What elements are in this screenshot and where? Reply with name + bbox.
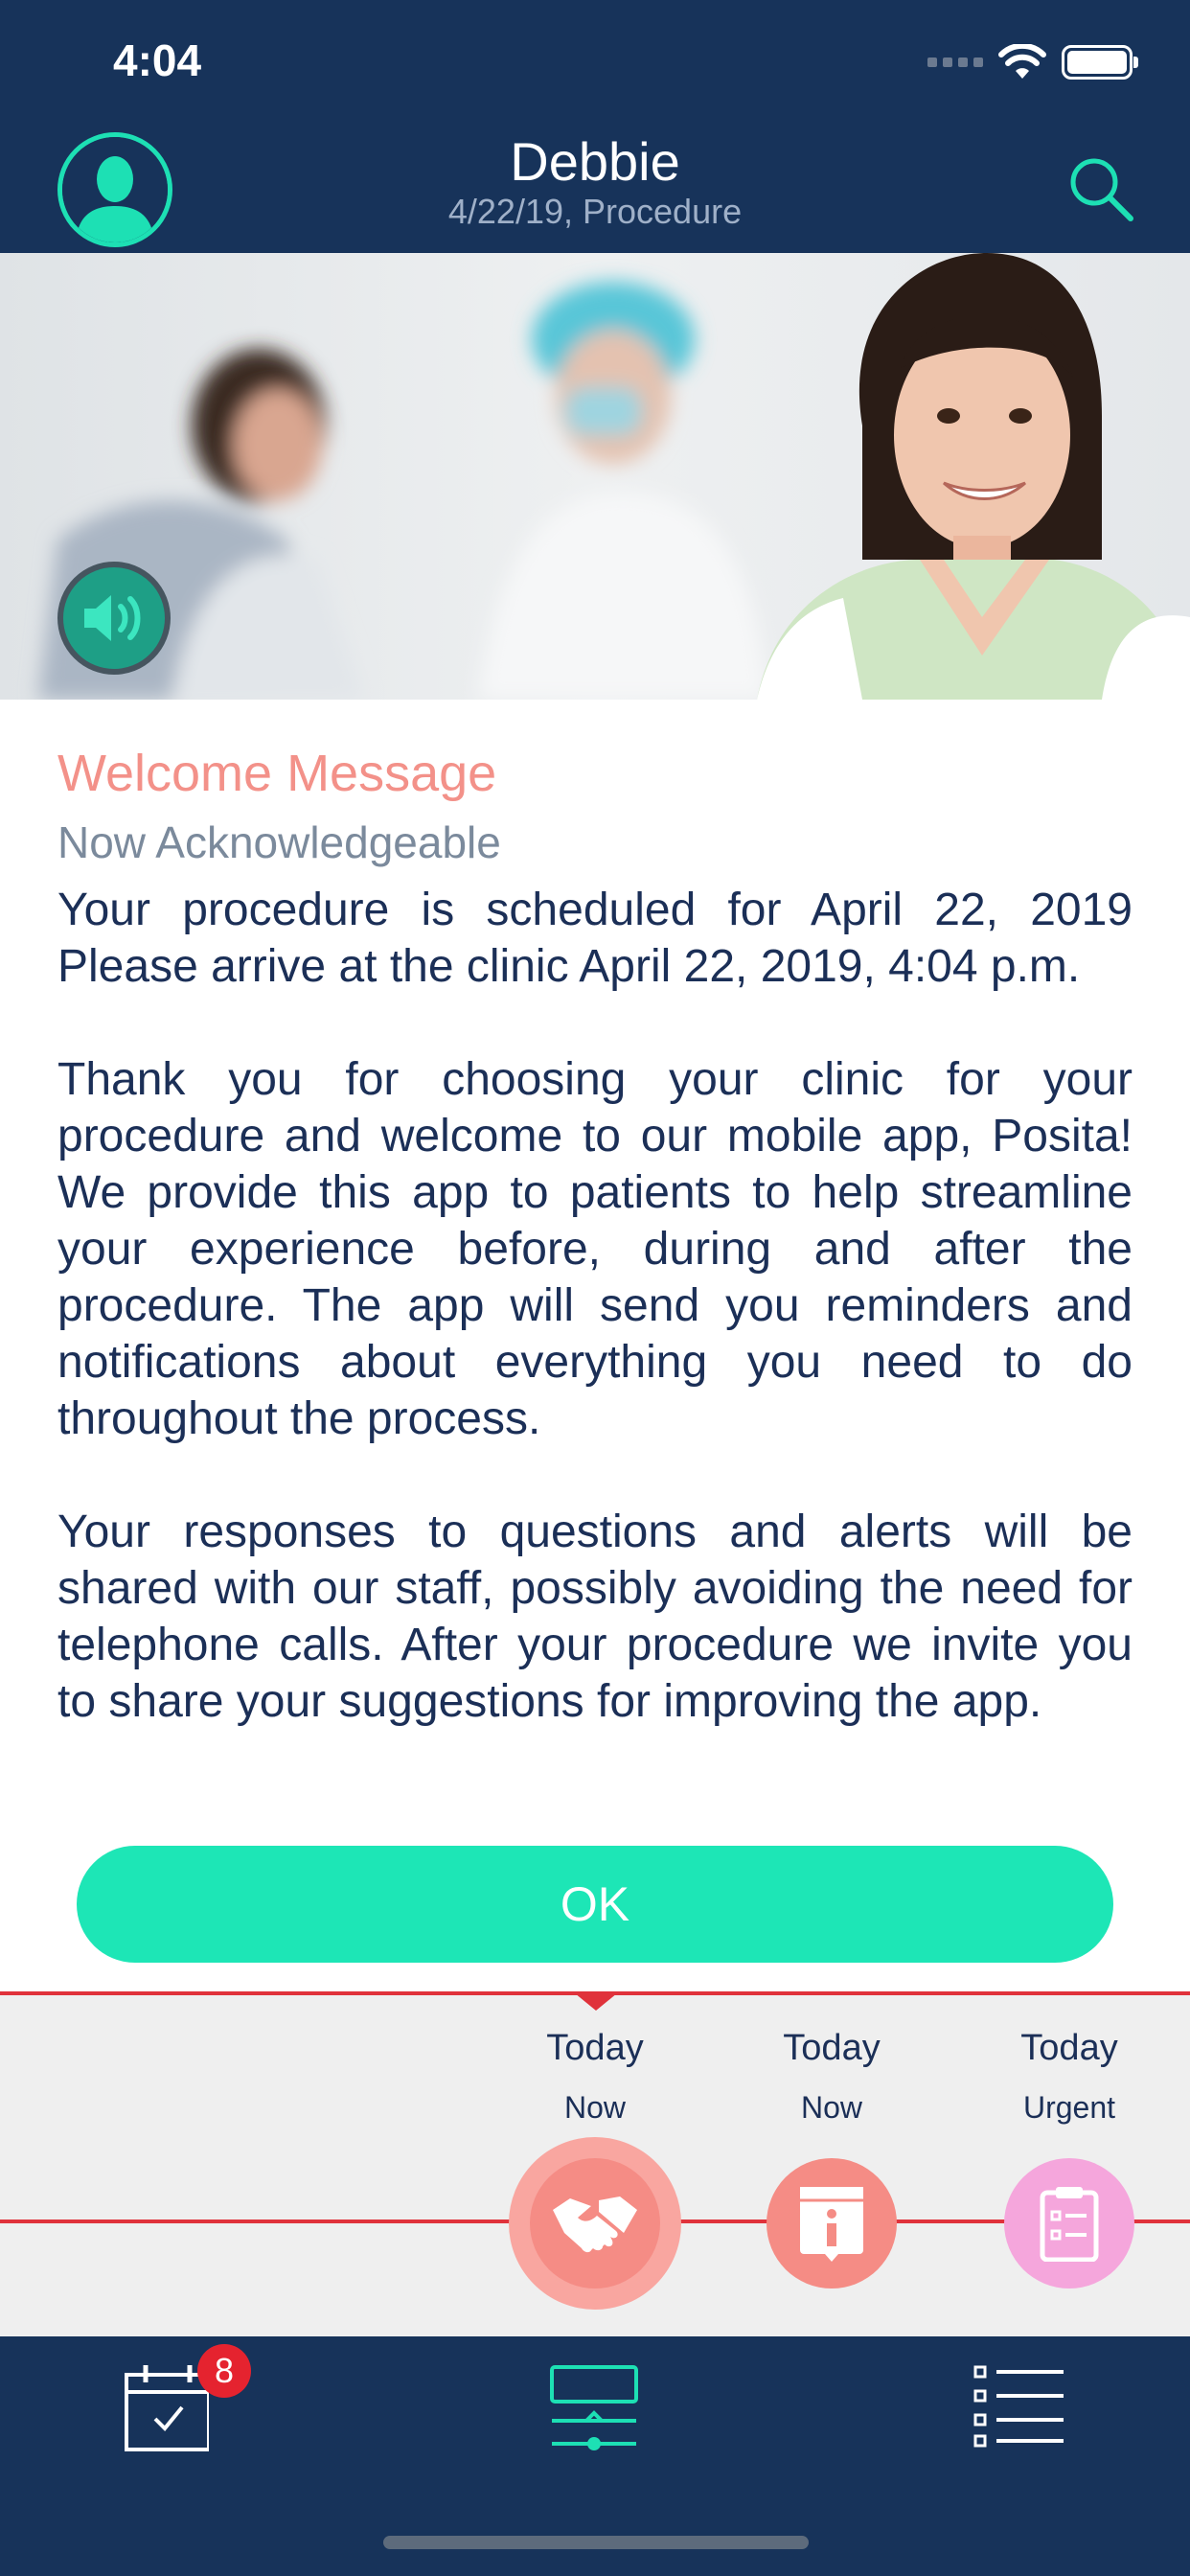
- search-button[interactable]: [1064, 151, 1140, 228]
- timeline-item-label: [736, 2028, 927, 2126]
- timeline-item-inner: [530, 2158, 660, 2288]
- info-document-icon: [798, 2185, 865, 2262]
- timeline-day: Today: [1020, 2028, 1118, 2068]
- list-icon: [973, 2365, 1065, 2448]
- message-body: [57, 882, 1133, 1730]
- app-header: [0, 0, 1190, 253]
- status-time: 4:04: [113, 35, 202, 85]
- timeline-item-info[interactable]: [767, 2158, 897, 2288]
- timeline-icon: [548, 2363, 640, 2455]
- message-paragraph: Your procedure is scheduled for April 22, 2019 Please arrive at the clinic April 22, 2019, 4:04 p.m.: [57, 885, 1133, 992]
- hero-image: [0, 253, 1190, 700]
- patient-name: Debbie: [510, 131, 680, 192]
- clipboard-checklist-icon: [1039, 2185, 1100, 2262]
- timeline-item-label: [499, 2028, 691, 2126]
- tab-timeline[interactable]: [548, 2363, 663, 2469]
- ok-button[interactable]: OK: [77, 1846, 1113, 1963]
- status-icons: [927, 44, 1133, 80]
- message-paragraph: Your responses to questions and alerts will be shared with our staff, possibly avoiding the need for telephone calls. After your procedure we invite you to share your suggestions for improving the app.: [57, 1506, 1133, 1727]
- battery-icon: [1062, 45, 1133, 80]
- clinic-staff-photo: [0, 253, 1190, 700]
- home-indicator[interactable]: [383, 2536, 809, 2549]
- timeline-when: Urgent: [1022, 2090, 1116, 2125]
- timeline-item-welcome[interactable]: [509, 2137, 681, 2310]
- notification-badge: 8: [197, 2344, 251, 2398]
- handshake-icon: [549, 2189, 641, 2258]
- timeline-day: Today: [546, 2028, 644, 2068]
- tab-list[interactable]: [973, 2365, 1088, 2471]
- timeline-when: Now: [800, 2090, 862, 2125]
- scroll-fade: [0, 1754, 1190, 1821]
- timeline-item-label: [973, 2028, 1165, 2126]
- calendar-check-icon: [113, 2358, 209, 2453]
- timeline-when: Now: [563, 2090, 626, 2125]
- wifi-icon: [998, 44, 1046, 80]
- message-title: Welcome Message: [57, 745, 497, 802]
- procedure-date: 4/22/19, Procedure: [447, 192, 743, 231]
- cellular-signal-icon: [927, 58, 983, 67]
- audio-button[interactable]: [57, 562, 171, 675]
- message-status: Now Acknowledgeable: [57, 817, 501, 867]
- timeline-pointer: [575, 1993, 617, 2011]
- speaker-icon: [80, 589, 148, 647]
- search-icon: [1064, 151, 1140, 228]
- message-paragraph: Thank you for choosing your clinic for your procedure and welcome to our mobile app, Posita! We provide this app to patients to help streamline your experience before, during and after the procedure. The app will send you reminders and notifications about everything you need to do throughout the process.: [57, 1054, 1133, 1444]
- timeline-item-checklist[interactable]: [1004, 2158, 1134, 2288]
- timeline-day: Today: [783, 2028, 881, 2068]
